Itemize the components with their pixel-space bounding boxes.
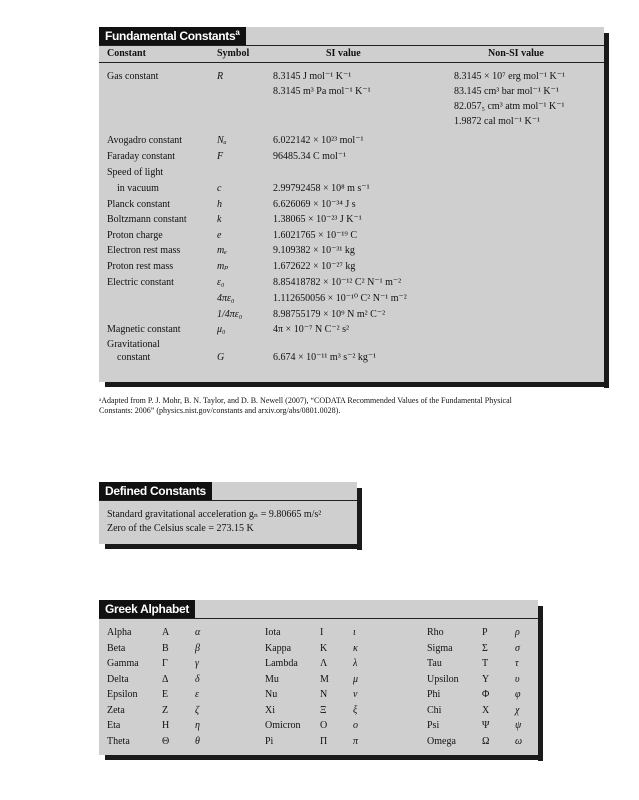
header-rule-bottom: [99, 62, 604, 63]
greek-name: Rho: [427, 627, 444, 638]
constant-symbol: k: [217, 214, 222, 225]
fundamental-constants-box: [99, 27, 604, 382]
greek-lower: γ: [195, 658, 199, 669]
greek-name: Upsilon: [427, 673, 459, 685]
greek-name: Nu: [265, 689, 278, 700]
nonsi-value: 82.057₅ cm³ atm mol⁻¹ K⁻¹: [454, 101, 565, 112]
header-nonsi: Non-SI value: [488, 48, 544, 59]
constant-symbol: e: [217, 230, 222, 241]
greek-name: Alpha: [107, 627, 132, 638]
si-value: 6.626069 × 10⁻³⁴ J s: [273, 199, 356, 210]
nonsi-value: 1.9872 cal mol⁻¹ K⁻¹: [454, 116, 540, 127]
greek-name: Theta: [107, 735, 130, 747]
celsius-zero-line: Zero of the Celsius scale = 273.15 K: [107, 523, 254, 534]
constant-name: Proton rest mass: [107, 261, 174, 272]
constant-name: Electron rest mass: [107, 245, 181, 256]
greek-lower: ζ: [195, 704, 200, 716]
constant-name: Gas constant: [107, 71, 159, 82]
si-value: 8.3145 m³ Pa mol⁻¹ K⁻¹: [273, 86, 371, 97]
header-symbol: Symbol: [217, 48, 250, 59]
greek-lower: χ: [515, 704, 520, 716]
greek-name: Zeta: [107, 704, 125, 716]
greek-upper: Η: [162, 720, 170, 731]
greek-lower: φ: [515, 689, 521, 700]
constant-name: Magnetic constant: [107, 324, 181, 335]
si-value: 1.112650056 × 10⁻¹⁰ C² N⁻¹ m⁻²: [273, 293, 407, 304]
constant-symbol: G: [217, 352, 225, 363]
si-value: 96485.34 C mol⁻¹: [273, 151, 347, 162]
greek-lower: λ: [353, 658, 358, 669]
greek-lower: θ: [195, 735, 200, 747]
greek-name: Xi: [265, 704, 275, 716]
greek-rule: [99, 618, 538, 619]
si-value: 1.672622 × 10⁻²⁷ kg: [273, 261, 356, 272]
si-value: 6.022142 × 10²³ mol⁻¹: [273, 135, 364, 146]
greek-lower: μ: [353, 673, 359, 685]
constant-name: Electric constant: [107, 277, 174, 288]
constant-name: in vacuum: [117, 183, 159, 194]
greek-upper: Φ: [482, 689, 490, 700]
title-text: Fundamental Constants: [105, 29, 236, 43]
greek-lower: κ: [353, 642, 358, 654]
greek-upper: Ν: [320, 689, 328, 700]
greek-lower: ι: [353, 627, 356, 638]
greek-lower: ρ: [515, 627, 520, 638]
constant-symbol: F: [217, 151, 224, 162]
constant-name: constant: [117, 352, 151, 363]
fundamental-constants-title: [99, 27, 246, 45]
si-value: 8.98755179 × 10⁹ N m² C⁻²: [273, 309, 386, 320]
greek-name: Epsilon: [107, 689, 138, 700]
constant-name: Planck constant: [107, 199, 171, 210]
constant-symbol: 4πε₀: [217, 293, 235, 304]
greek-upper: Γ: [162, 658, 168, 669]
greek-name: Lambda: [265, 658, 298, 669]
constant-symbol: R: [217, 71, 224, 82]
greek-lower: ξ: [353, 704, 358, 716]
greek-name: Gamma: [107, 658, 139, 669]
greek-upper: Ρ: [482, 627, 488, 638]
greek-lower: η: [195, 720, 200, 731]
greek-upper: Κ: [320, 642, 328, 654]
greek-lower: β: [195, 642, 200, 654]
defined-constants-title: Defined Constants: [99, 482, 212, 500]
si-value: 8.85418782 × 10⁻¹² C² N⁻¹ m⁻²: [273, 277, 402, 288]
constant-symbol: ε₀: [217, 277, 225, 288]
greek-name: Eta: [107, 720, 121, 731]
greek-name: Delta: [107, 673, 129, 685]
greek-upper: Ξ: [320, 704, 327, 716]
constant-symbol: h: [217, 199, 222, 210]
greek-upper: Β: [162, 642, 169, 654]
constant-name: Gravitational: [107, 339, 160, 350]
greek-name: Kappa: [265, 642, 292, 654]
header-si: SI value: [326, 48, 361, 59]
constant-symbol: mₚ: [217, 261, 229, 272]
greek-name: Iota: [265, 627, 281, 638]
si-value: 4π × 10⁻⁷ N C⁻² s²: [273, 324, 350, 335]
greek-name: Omega: [427, 735, 456, 747]
greek-name: Beta: [107, 642, 126, 654]
greek-lower: ε: [195, 689, 199, 700]
greek-alphabet-box: [99, 600, 538, 755]
greek-name: Pi: [265, 735, 274, 747]
greek-lower: ψ: [515, 720, 522, 731]
greek-upper: Ω: [482, 735, 490, 747]
header-rule-top: [99, 45, 604, 46]
greek-name: Psi: [427, 720, 440, 731]
si-value: 2.99792458 × 10⁸ m s⁻¹: [273, 183, 370, 194]
greek-upper: Ψ: [482, 720, 490, 731]
greek-lower: ω: [515, 735, 523, 747]
greek-name: Phi: [427, 689, 441, 700]
greek-alphabet-title: Greek Alphabet: [99, 600, 195, 618]
constant-symbol: mₑ: [217, 245, 227, 256]
defined-constants-box: [99, 482, 357, 544]
greek-lower: δ: [195, 673, 200, 685]
constant-name: Speed of light: [107, 167, 164, 178]
footnote-line-1: ᵃAdapted from P. J. Mohr, B. N. Taylor, and D. B. Newell (2007), “CODATA Recommended Values of the Fundamental Physical: [99, 396, 512, 405]
greek-upper: Θ: [162, 735, 170, 747]
title-footnote-mark: a: [235, 28, 240, 37]
greek-lower: τ: [515, 658, 519, 669]
greek-upper: Ε: [162, 689, 169, 700]
greek-name: Chi: [427, 704, 442, 716]
greek-upper: Λ: [320, 658, 328, 669]
greek-name: Mu: [265, 673, 279, 685]
greek-name: Tau: [427, 658, 442, 669]
greek-upper: Υ: [482, 673, 490, 685]
greek-upper: Ζ: [162, 704, 169, 716]
greek-lower: υ: [515, 673, 520, 685]
greek-upper: Ι: [320, 627, 324, 638]
greek-upper: Μ: [320, 673, 329, 685]
standard-gravity-line: Standard gravitational acceleration gₙ = 9.80665 m/s²: [107, 509, 322, 520]
constant-name: Proton charge: [107, 230, 163, 241]
greek-name: Omicron: [265, 720, 301, 731]
si-value: 1.38065 × 10⁻²³ J K⁻¹: [273, 214, 362, 225]
greek-lower: ο: [353, 720, 358, 731]
greek-lower: σ: [515, 642, 520, 654]
constant-name: Boltzmann constant: [107, 214, 187, 225]
si-value: 6.674 × 10⁻¹¹ m³ s⁻² kg⁻¹: [273, 352, 377, 363]
greek-name: Sigma: [427, 642, 453, 654]
greek-upper: Τ: [482, 658, 489, 669]
greek-lower: α: [195, 627, 201, 638]
greek-upper: Π: [320, 735, 328, 747]
greek-upper: Α: [162, 627, 170, 638]
si-value: 1.6021765 × 10⁻¹⁹ C: [273, 230, 358, 241]
greek-lower: ν: [353, 689, 358, 700]
greek-upper: Ο: [320, 720, 328, 731]
greek-upper: Σ: [482, 642, 488, 654]
greek-lower: π: [353, 735, 359, 747]
constant-symbol: c: [217, 183, 222, 194]
greek-upper: Δ: [162, 673, 169, 685]
greek-upper: Χ: [482, 704, 490, 716]
nonsi-value: 8.3145 × 10⁷ erg mol⁻¹ K⁻¹: [454, 71, 566, 82]
footnote-line-2: Constants: 2006” (physics.nist.gov/constants and arxiv.org/abs/0801.0028).: [99, 406, 341, 415]
constant-symbol: μ₀: [217, 324, 226, 335]
constant-name: Avogadro constant: [107, 135, 183, 146]
constant-symbol: Nₐ: [217, 135, 227, 146]
nonsi-value: 83.145 cm³ bar mol⁻¹ K⁻¹: [454, 86, 559, 97]
defined-rule: [99, 500, 357, 501]
si-value: 9.109382 × 10⁻³¹ kg: [273, 245, 355, 256]
constant-symbol: 1/4πε₀: [217, 309, 243, 320]
si-value: 8.3145 J mol⁻¹ K⁻¹: [273, 71, 352, 82]
header-constant: Constant: [107, 48, 146, 59]
constant-name: Faraday constant: [107, 151, 176, 162]
